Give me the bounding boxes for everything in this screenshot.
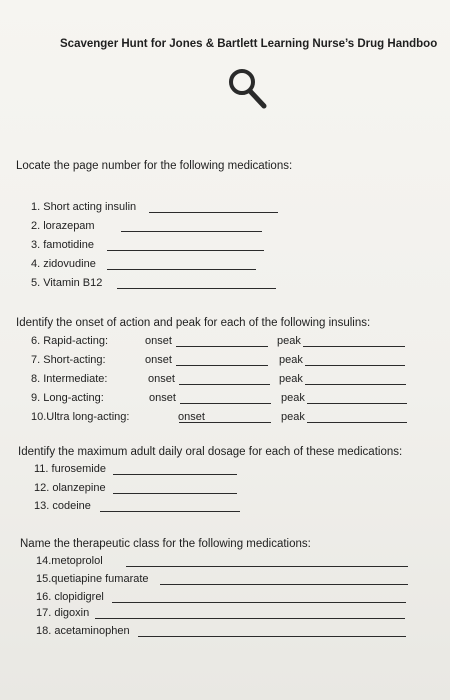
peak-answer-line[interactable] bbox=[305, 384, 406, 385]
answer-line[interactable] bbox=[95, 618, 405, 619]
answer-line[interactable] bbox=[160, 584, 408, 585]
peak-answer-line[interactable] bbox=[303, 346, 405, 347]
answer-line[interactable] bbox=[107, 250, 264, 251]
answer-line[interactable] bbox=[126, 566, 408, 567]
section3-heading: Identify the maximum adult daily oral dosage for each of these medications: bbox=[18, 446, 403, 458]
section4-heading: Name the therapeutic class for the following medications: bbox=[20, 538, 311, 550]
answer-line[interactable] bbox=[149, 212, 278, 213]
onset-label: onset bbox=[145, 354, 172, 366]
magnifying-glass-icon bbox=[224, 64, 272, 116]
list-item: 5. Vitamin B12 bbox=[31, 277, 103, 289]
answer-line[interactable] bbox=[112, 602, 406, 603]
insulin-label: 8. Intermediate: bbox=[31, 373, 108, 385]
insulin-label: 6. Rapid-acting: bbox=[31, 335, 109, 347]
list-item: 4. zidovudine bbox=[31, 258, 96, 270]
onset-answer-line[interactable] bbox=[176, 346, 268, 347]
list-item: 2. lorazepam bbox=[31, 220, 95, 232]
list-item: 11. furosemide bbox=[34, 463, 106, 475]
list-item: 3. famotidine bbox=[31, 239, 94, 251]
list-item: 16. clopidigrel bbox=[36, 591, 104, 603]
list-item: 15.quetiapine fumarate bbox=[36, 573, 149, 585]
peak-label: peak bbox=[281, 392, 305, 404]
onset-answer-line[interactable] bbox=[176, 365, 268, 366]
section1-heading: Locate the page number for the following medications: bbox=[16, 160, 293, 172]
answer-line[interactable] bbox=[113, 474, 237, 475]
insulin-label: 9. Long-acting: bbox=[31, 392, 104, 404]
onset-answer-line[interactable] bbox=[180, 403, 271, 404]
onset-answer-line[interactable] bbox=[179, 422, 271, 423]
insulin-label: 10.Ultra long-acting: bbox=[31, 411, 130, 423]
answer-line[interactable] bbox=[138, 636, 406, 637]
answer-line[interactable] bbox=[121, 231, 262, 232]
list-item: 18. acetaminophen bbox=[36, 625, 130, 637]
list-item: 17. digoxin bbox=[36, 607, 90, 619]
list-item: 1. Short acting insulin bbox=[31, 201, 137, 213]
list-item: 14.metoprolol bbox=[36, 555, 103, 567]
peak-answer-line[interactable] bbox=[307, 403, 407, 404]
insulin-label: 7. Short-acting: bbox=[31, 354, 106, 366]
list-item: 13. codeine bbox=[34, 500, 91, 512]
answer-line[interactable] bbox=[100, 511, 240, 512]
list-item: 12. olanzepine bbox=[34, 482, 106, 494]
peak-label: peak bbox=[279, 354, 303, 366]
onset-label: onset bbox=[148, 373, 175, 385]
worksheet-title: Scavenger Hunt for Jones & Bartlett Learning Nurse’s Drug Handboo bbox=[60, 38, 438, 50]
answer-line[interactable] bbox=[117, 288, 276, 289]
section2-heading: Identify the onset of action and peak for each of the following insulins: bbox=[16, 317, 371, 329]
answer-line[interactable] bbox=[107, 269, 256, 270]
answer-line[interactable] bbox=[113, 493, 237, 494]
peak-label: peak bbox=[279, 373, 303, 385]
peak-answer-line[interactable] bbox=[307, 422, 407, 423]
peak-label: peak bbox=[277, 335, 301, 347]
onset-label: onset bbox=[178, 411, 205, 423]
peak-answer-line[interactable] bbox=[305, 365, 405, 366]
peak-label: peak bbox=[281, 411, 305, 423]
onset-label: onset bbox=[145, 335, 172, 347]
onset-answer-line[interactable] bbox=[179, 384, 270, 385]
onset-label: onset bbox=[149, 392, 176, 404]
